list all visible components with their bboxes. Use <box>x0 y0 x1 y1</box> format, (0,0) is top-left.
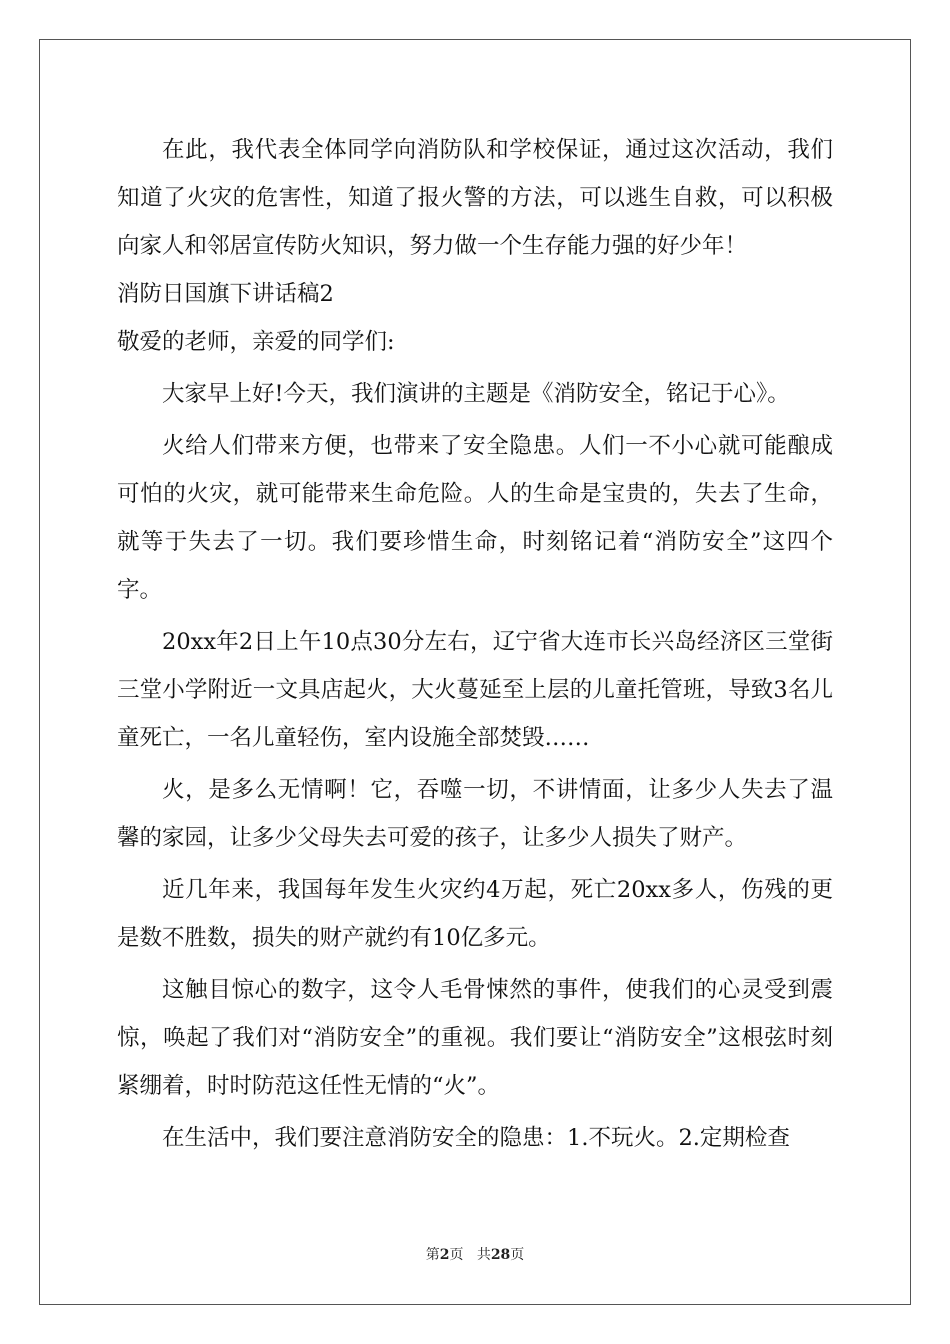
salutation: 敬爱的老师，亲爱的同学们: <box>117 329 395 355</box>
page-footer <box>0 1244 950 1264</box>
paragraph-fire-intro: 火给人们带来方便，也带来了安全隐患。人们一不小心就可能酿成可怕的火灾，就可能带来生命危险。人的生命是宝贵的，失去了生命，就等于失去了一切。我们要珍惜生命，时刻铭记着“消防安全”这四个字。 <box>117 433 833 603</box>
total-label: 共 <box>476 1247 491 1263</box>
page-unit: 页 <box>449 1247 464 1263</box>
paragraph-incident: 20xx年2日上午10点30分左右，辽宁省大连市长兴岛经济区三堂街三堂小学附近一文具店起火，大火蔓延至上层的儿童托管班，导致3名儿童死亡，一名儿童轻伤，室内设施全部焚毁…… <box>117 629 833 751</box>
paragraph-ruthless-fire: 火，是多么无情啊！它，吞噬一切，不讲情面，让多少人失去了温馨的家园，让多少父母失去可爱的孩子，让多少人损失了财产。 <box>117 777 833 851</box>
page-number: 2 <box>439 1247 450 1263</box>
section-heading: 消防日国旗下讲话稿2 <box>117 281 334 307</box>
total-pages: 28 <box>490 1247 511 1263</box>
total-unit: 页 <box>510 1247 525 1263</box>
paragraph-greeting: 大家早上好!今天，我们演讲的主题是《消防安全，铭记于心》。 <box>162 381 790 407</box>
paragraph-precautions: 在生活中，我们要注意消防安全的隐患：1.不玩火。2.定期检查 <box>162 1125 790 1151</box>
paragraph-statistics: 近几年来，我国每年发生火灾约4万起，死亡20xx多人，伤残的更是数不胜数，损失的财产就约有10亿多元。 <box>117 877 833 951</box>
document-body <box>117 126 833 1162</box>
page-label: 第 <box>425 1247 440 1263</box>
paragraph-pledge: 在此，我代表全体同学向消防队和学校保证，通过这次活动，我们知道了火灾的危害性，知道了报火警的方法，可以逃生自救，可以积极向家人和邻居宣传防火知识，努力做一个生存能力强的好少年！ <box>117 137 833 259</box>
paragraph-shock: 这触目惊心的数字，这令人毛骨悚然的事件，使我们的心灵受到震惊，唤起了我们对“消防安全”的重视。我们要让“消防安全”这根弦时刻紧绷着，时时防范这任性无情的“火”。 <box>117 977 833 1099</box>
